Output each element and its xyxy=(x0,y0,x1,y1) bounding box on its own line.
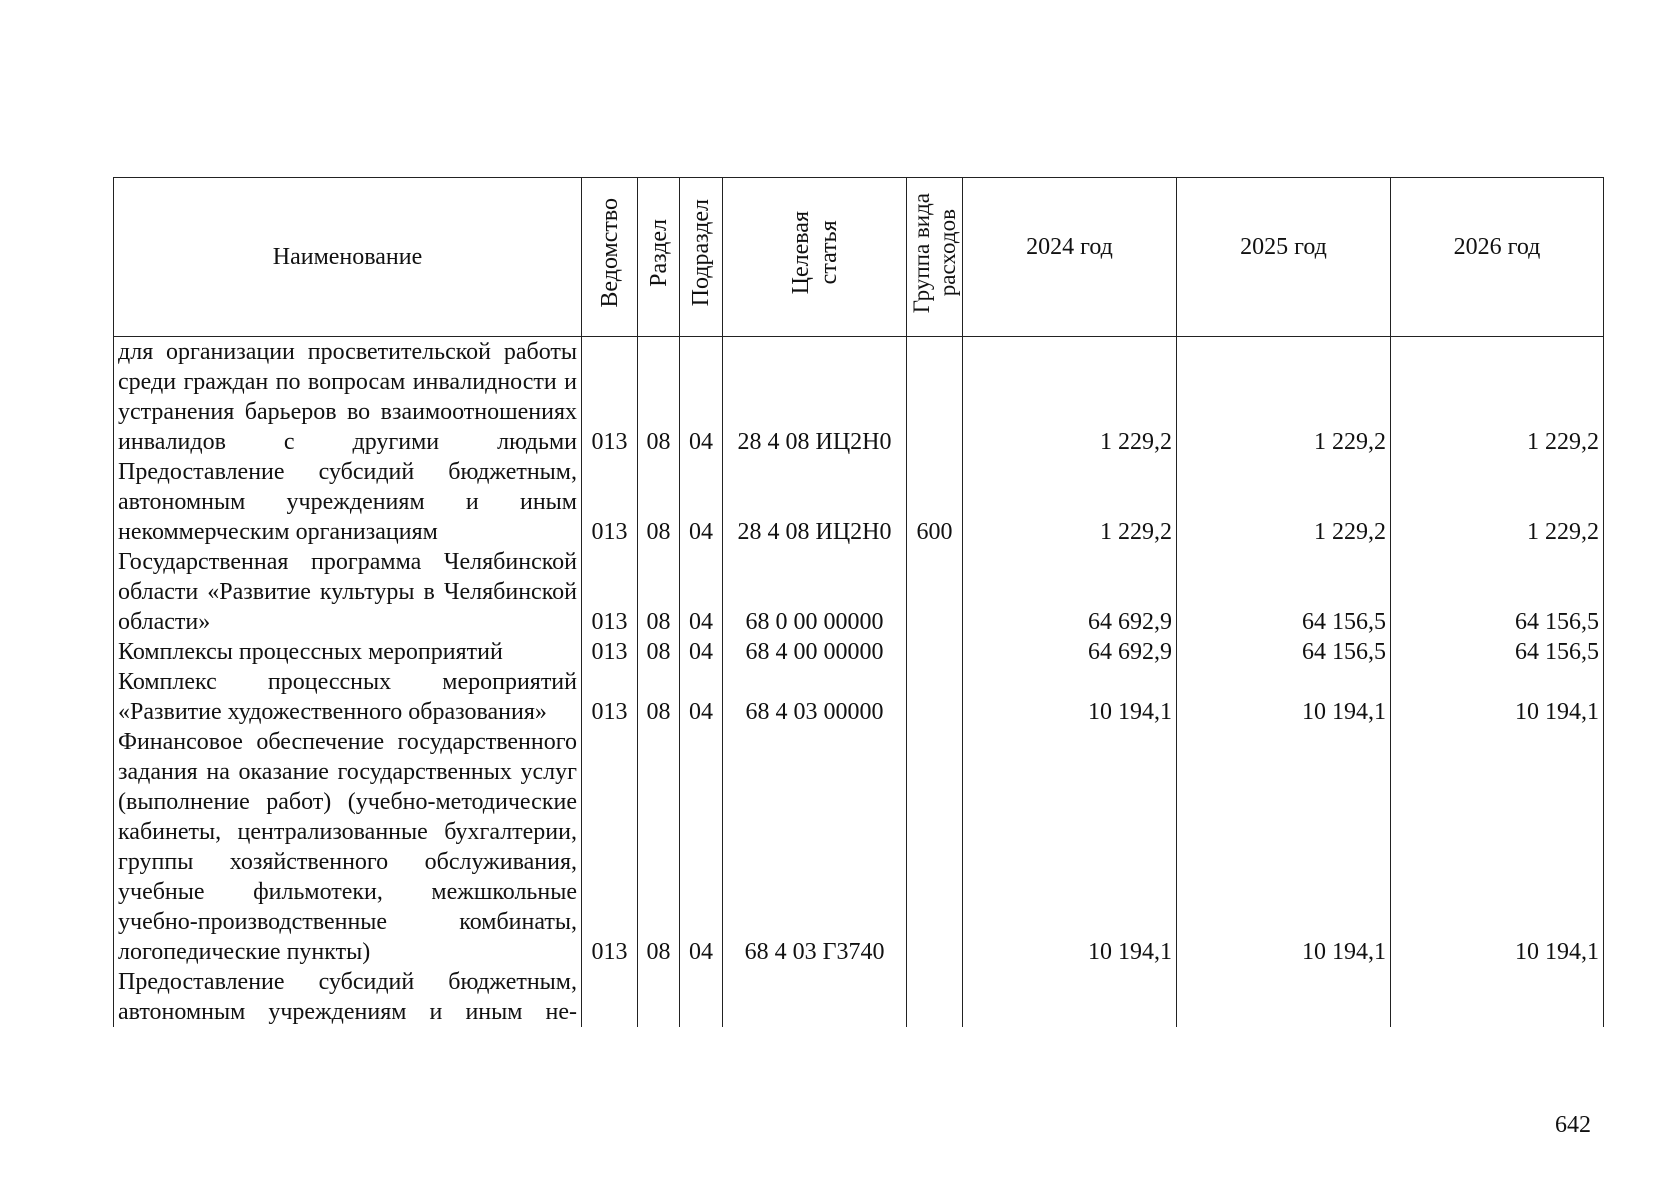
row-razdel xyxy=(638,967,680,1027)
table-header-row xyxy=(114,178,1604,337)
row-value-2025: 64 156,5 xyxy=(1177,637,1391,667)
header-year-2025: 2025 год xyxy=(1177,178,1391,337)
header-year-2026: 2026 год xyxy=(1391,178,1604,337)
row-celevaya-statya: 68 4 03 Г3740 xyxy=(723,727,907,967)
table-row xyxy=(114,637,1604,667)
budget-table xyxy=(113,177,1604,1027)
row-gruppa xyxy=(907,967,963,1027)
row-value-2025: 10 194,1 xyxy=(1177,667,1391,727)
header-gruppa-vida-rashodov: Группа вида расходов xyxy=(907,178,963,337)
row-value-2024: 64 692,9 xyxy=(963,547,1177,637)
row-celevaya-statya: 68 4 03 00000 xyxy=(723,667,907,727)
table-row xyxy=(114,967,1604,1027)
budget-sheet xyxy=(113,177,1603,1089)
row-value-2024 xyxy=(963,967,1177,1027)
table-row xyxy=(114,727,1604,967)
row-name: Государственная программа Челябинской области «Развитие культуры в Челябинской области» xyxy=(114,547,582,637)
row-gruppa: 600 xyxy=(907,457,963,547)
row-name: Финансовое обеспечение государственного задания на оказание государственных услуг (выполнение работ) (учебно-методические кабинеты, централизованные бухгалтерии, группы хозяйственного обслуживания, учебные фильмотеки, межшкольные учебно-производственные комбинаты, логопедические пункты) xyxy=(114,727,582,967)
row-value-2024: 1 229,2 xyxy=(963,337,1177,458)
row-value-2025: 64 156,5 xyxy=(1177,547,1391,637)
row-value-2026: 1 229,2 xyxy=(1391,337,1604,458)
row-value-2024: 10 194,1 xyxy=(963,667,1177,727)
row-name: Предоставление субсидий бюджетным, автономным учреждениям и иным не- xyxy=(114,967,582,1027)
row-vedomstvo: 013 xyxy=(582,547,638,637)
row-podrazdel: 04 xyxy=(680,667,723,727)
row-value-2024: 10 194,1 xyxy=(963,727,1177,967)
row-podrazdel: 04 xyxy=(680,727,723,967)
header-razdel: Раздел xyxy=(638,178,680,337)
table-row xyxy=(114,457,1604,547)
row-celevaya-statya: 68 0 00 00000 xyxy=(723,547,907,637)
row-celevaya-statya: 68 4 00 00000 xyxy=(723,637,907,667)
row-name: Комплекс процессных мероприятий «Развитие художественного образования» xyxy=(114,667,582,727)
header-name: Наименование xyxy=(114,178,582,337)
table-row xyxy=(114,337,1604,458)
header-year-2024: 2024 год xyxy=(963,178,1177,337)
table-row xyxy=(114,547,1604,637)
row-value-2024: 1 229,2 xyxy=(963,457,1177,547)
row-vedomstvo: 013 xyxy=(582,337,638,458)
row-vedomstvo xyxy=(582,967,638,1027)
row-razdel: 08 xyxy=(638,667,680,727)
row-gruppa xyxy=(907,547,963,637)
row-value-2024: 64 692,9 xyxy=(963,637,1177,667)
header-celevaya-statya: Целевая статья xyxy=(723,178,907,337)
row-vedomstvo: 013 xyxy=(582,637,638,667)
row-podrazdel xyxy=(680,967,723,1027)
row-gruppa xyxy=(907,337,963,458)
row-value-2025: 1 229,2 xyxy=(1177,457,1391,547)
row-name: для организации просветительской работы среди граждан по вопросам инвалидности и устранения барьеров во взаимоотношениях инвалидов с другими людьми xyxy=(114,337,582,458)
row-value-2026: 10 194,1 xyxy=(1391,727,1604,967)
header-podrazdel: Подраздел xyxy=(680,178,723,337)
row-celevaya-statya: 28 4 08 ИЦ2Н0 xyxy=(723,457,907,547)
row-name: Предоставление субсидий бюджетным, автономным учреждениям и иным некоммерческим организациям xyxy=(114,457,582,547)
row-value-2025: 10 194,1 xyxy=(1177,727,1391,967)
page-number: 642 xyxy=(1555,1112,1591,1138)
row-podrazdel: 04 xyxy=(680,337,723,458)
row-razdel: 08 xyxy=(638,637,680,667)
row-celevaya-statya: 28 4 08 ИЦ2Н0 xyxy=(723,337,907,458)
row-razdel: 08 xyxy=(638,727,680,967)
row-razdel: 08 xyxy=(638,547,680,637)
row-podrazdel: 04 xyxy=(680,547,723,637)
header-vedomstvo: Ведомство xyxy=(582,178,638,337)
row-vedomstvo: 013 xyxy=(582,667,638,727)
row-celevaya-statya xyxy=(723,967,907,1027)
row-value-2026 xyxy=(1391,967,1604,1027)
row-value-2026: 10 194,1 xyxy=(1391,667,1604,727)
row-gruppa xyxy=(907,637,963,667)
row-razdel: 08 xyxy=(638,457,680,547)
table-row xyxy=(114,667,1604,727)
row-gruppa xyxy=(907,727,963,967)
row-razdel: 08 xyxy=(638,337,680,458)
row-value-2026: 1 229,2 xyxy=(1391,457,1604,547)
row-value-2026: 64 156,5 xyxy=(1391,637,1604,667)
row-value-2026: 64 156,5 xyxy=(1391,547,1604,637)
row-vedomstvo: 013 xyxy=(582,727,638,967)
row-gruppa xyxy=(907,667,963,727)
row-vedomstvo: 013 xyxy=(582,457,638,547)
row-value-2025: 1 229,2 xyxy=(1177,337,1391,458)
row-podrazdel: 04 xyxy=(680,457,723,547)
row-podrazdel: 04 xyxy=(680,637,723,667)
row-value-2025 xyxy=(1177,967,1391,1027)
row-name: Комплексы процессных мероприятий xyxy=(114,637,582,667)
